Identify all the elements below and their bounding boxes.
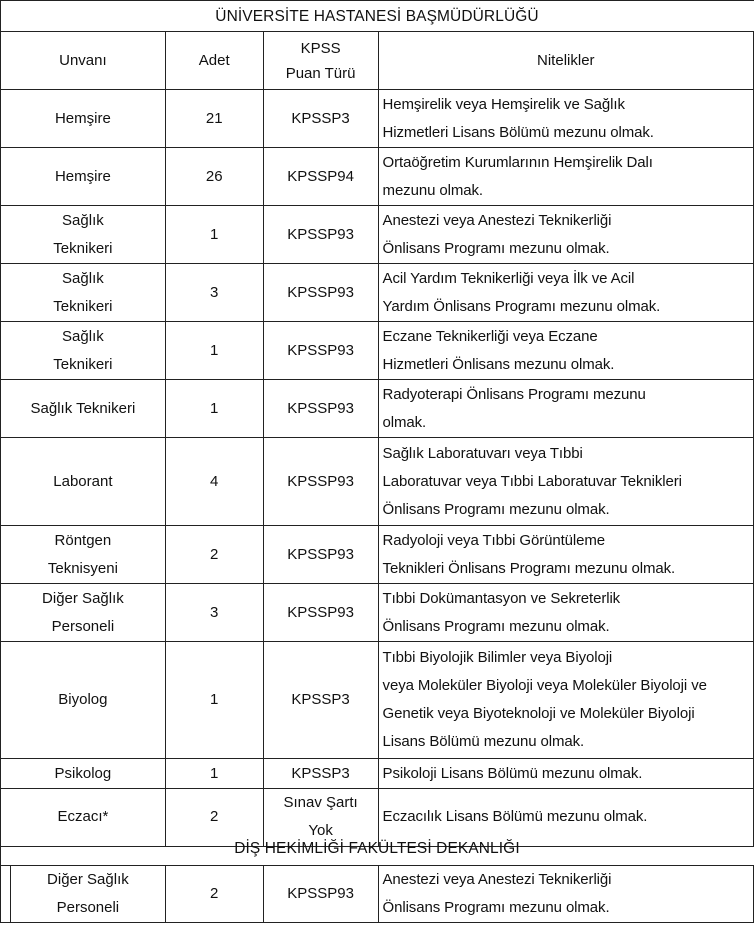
cell-unvan: Sağlık Teknikeri [1,380,166,438]
cell-kpss: KPSSP93 [263,206,378,264]
cell-adet: 1 [165,759,263,789]
cell-kpss: KPSSP93 [263,584,378,642]
cell-kpss: KPSSP93 [263,380,378,438]
cell-adet: 3 [165,584,263,642]
section-title-dental: DİŞ HEKİMLİĞİ FAKÜLTESİ DEKANLIĞI [234,840,520,857]
cell-adet: 3 [165,264,263,322]
cell-nitelik: Anestezi veya Anestezi Teknikerliği Önlisans Programı mezunu olmak. [378,206,753,264]
header-adet: Adet [165,32,263,90]
cell-adet: 21 [165,90,263,148]
cell-adet: 1 [165,642,263,759]
table-row [1,380,754,438]
row-spacer [1,866,11,923]
cell-unvan: Laborant [1,438,166,526]
cell-kpss: Sınav Şartı Yok [263,788,378,846]
cell-adet: 2 [165,866,263,923]
cell-adet: 26 [165,148,263,206]
cell-nitelik: Tıbbi Dokümantasyon ve Sekreterlik Önlisans Programı mezunu olmak. [378,584,753,642]
cell-kpss: KPSSP93 [263,866,378,923]
cell-unvan: Sağlık Teknikeri [1,206,166,264]
cell-unvan: Eczacı* [1,788,166,846]
table-row [1,90,754,148]
cell-adet: 2 [165,526,263,584]
cell-nitelik: Psikoloji Lisans Bölümü mezunu olmak. [378,759,753,789]
table-row [1,526,754,584]
section-title-hospital: ÜNİVERSİTE HASTANESİ BAŞMÜDÜRLÜĞÜ [215,8,539,25]
table-row [1,866,754,923]
cell-adet: 2 [165,788,263,846]
cell-nitelik: Tıbbi Biyolojik Bilimler veya Biyoloji veya Moleküler Biyoloji veya Moleküler Biyoloji ve Genetik veya Biyoteknoloji ve Moleküler Biyoloji Lisans Bölümü mezunu olmak. [378,642,753,759]
header-nitelikler: Nitelikler [378,32,753,90]
cell-unvan: Psikolog [1,759,166,789]
cell-adet: 1 [165,322,263,380]
cell-nitelik: Sağlık Laboratuvarı veya Tıbbi Laboratuvar veya Tıbbi Laboratuvar Teknikleri Önlisans Programı mezunu olmak. [378,438,753,526]
table-row [1,642,754,759]
cell-unvan: Hemşire [1,90,166,148]
cell-nitelik: Hemşirelik veya Hemşirelik ve Sağlık Hizmetleri Lisans Bölümü mezunu olmak. [378,90,753,148]
cell-kpss: KPSSP3 [263,90,378,148]
cell-adet: 1 [165,206,263,264]
cell-unvan: Biyolog [1,642,166,759]
cell-nitelik: Radyoterapi Önlisans Programı mezunu olmak. [378,380,753,438]
cell-kpss: KPSSP3 [263,759,378,789]
cell-adet: 1 [165,380,263,438]
table-row [1,584,754,642]
table-row [1,264,754,322]
table-row [1,206,754,264]
cell-nitelik: Eczacılık Lisans Bölümü mezunu olmak. [378,788,753,846]
table-row [1,148,754,206]
cell-kpss: KPSSP3 [263,642,378,759]
cell-nitelik: Radyoloji veya Tıbbi Görüntüleme Teknikleri Önlisans Programı mezunu olmak. [378,526,753,584]
cell-unvan: Hemşire [1,148,166,206]
cell-nitelik: Ortaöğretim Kurumlarının Hemşirelik Dalı mezunu olmak. [378,148,753,206]
table-header-row [1,32,754,90]
cell-unvan: Diğer Sağlık Personeli [10,866,165,923]
top-border [0,0,754,1]
table-row [1,759,754,789]
cell-unvan: Diğer Sağlık Personeli [1,584,166,642]
cell-kpss: KPSSP94 [263,148,378,206]
table-row [1,438,754,526]
header-kpss: KPSS Puan Türü [263,32,378,90]
hospital-positions-table [0,31,754,847]
cell-nitelik: Anestezi veya Anestezi Teknikerliği Önlisans Programı mezunu olmak. [378,866,753,923]
cell-kpss: KPSSP93 [263,322,378,380]
cell-unvan: Sağlık Teknikeri [1,264,166,322]
cell-unvan: Röntgen Teknisyeni [1,526,166,584]
cell-kpss: KPSSP93 [263,438,378,526]
cell-unvan: Sağlık Teknikeri [1,322,166,380]
cell-nitelik: Acil Yardım Teknikerliği veya İlk ve Acil Yardım Önlisans Programı mezunu olmak. [378,264,753,322]
dental-positions-table [0,865,754,923]
cell-adet: 4 [165,438,263,526]
table-row [1,322,754,380]
header-unvan: Unvanı [1,32,166,90]
cell-kpss: KPSSP93 [263,264,378,322]
cell-kpss: KPSSP93 [263,526,378,584]
cell-nitelik: Eczane Teknikerliği veya Eczane Hizmetleri Önlisans mezunu olmak. [378,322,753,380]
